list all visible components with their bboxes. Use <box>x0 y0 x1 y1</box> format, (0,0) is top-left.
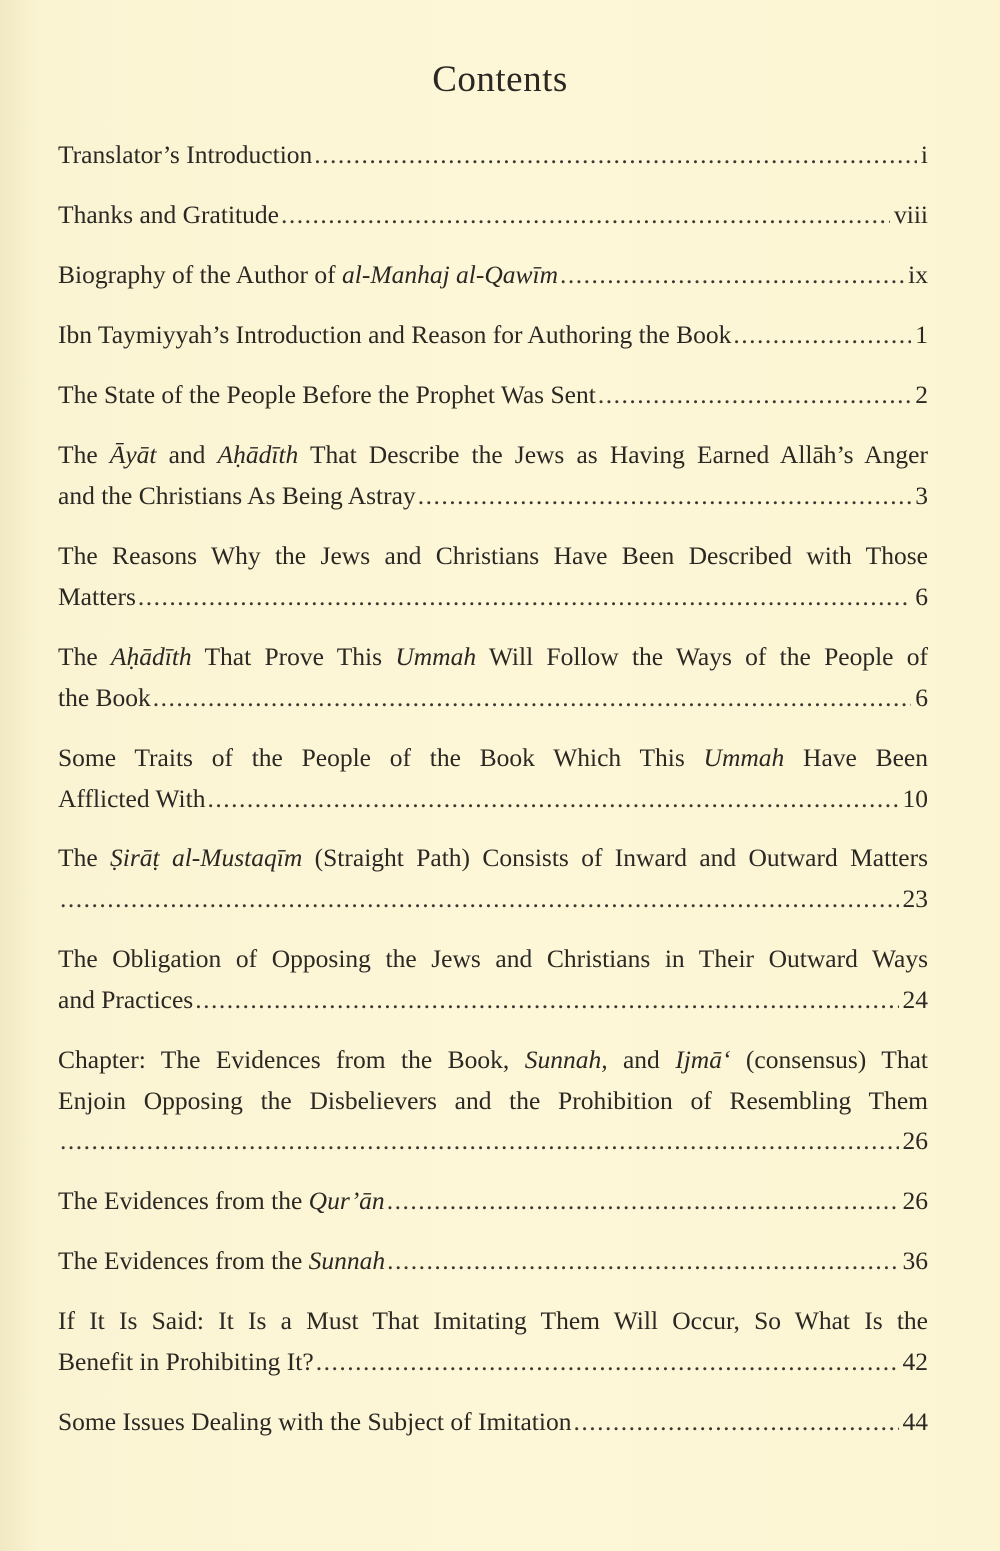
toc-entry-evidences-sunnah[interactable] <box>58 1241 928 1282</box>
toc-entry-title: Benefit in Prohibiting It? <box>58 1346 314 1376</box>
toc-entry-thanks-and-gratitude[interactable] <box>58 195 928 236</box>
toc-entry-title: Afflicted With <box>58 783 206 813</box>
toc-entry-title-line: The Reasons Why the Jews and Christians Have Been Described with Those <box>58 541 928 570</box>
toc-page-number: ix <box>908 260 928 289</box>
toc-entry-some-traits[interactable] <box>58 738 928 819</box>
toc-entry-ahadith-that-prove[interactable] <box>58 637 928 718</box>
toc-entry-title-line: If It Is Said: It Is a Must That Imitating Them Will Occur, So What Is the <box>58 1306 928 1335</box>
toc-page-number: 1 <box>915 320 928 349</box>
toc-entry-sirat-al-mustaqim[interactable] <box>58 838 928 919</box>
toc-entry-title: Biography of the Author of al-Manhaj al-Qawīm <box>58 260 559 289</box>
toc-page-number: 10 <box>902 783 928 813</box>
toc-entry-if-it-is-said[interactable] <box>58 1301 928 1382</box>
toc-page-number: 3 <box>915 480 928 510</box>
page-title: Contents <box>432 59 568 100</box>
toc-entry-title: Matters <box>58 581 136 611</box>
toc-entry-evidences-quran[interactable] <box>58 1181 928 1222</box>
dot-leader <box>207 779 898 820</box>
toc-entry-state-of-people[interactable] <box>58 375 928 416</box>
toc-entry-title: Ibn Taymiyyah’s Introduction and Reason for Authoring the Book <box>58 320 732 349</box>
toc-page-number: 42 <box>902 1346 928 1376</box>
toc-entry-title: the Book <box>58 682 151 712</box>
toc-page-number: i <box>920 140 928 169</box>
dot-leader <box>314 135 917 176</box>
toc-page-number: 26 <box>902 1126 928 1155</box>
dot-leader <box>598 375 911 416</box>
toc-entry-some-issues[interactable] <box>58 1402 928 1443</box>
dot-leader <box>573 1402 898 1443</box>
toc-page-number: 24 <box>902 984 928 1014</box>
dot-leader <box>387 1181 899 1222</box>
toc-entry-title-line: Enjoin Opposing the Disbelievers and the Prohibition of Resembling Them <box>58 1085 928 1115</box>
dot-leader <box>60 1121 899 1162</box>
dot-leader <box>281 195 890 236</box>
toc-entry-title: The Evidences from the Qur’ān <box>58 1186 385 1215</box>
dot-leader <box>387 1241 898 1282</box>
toc-page-number: 6 <box>915 682 928 712</box>
toc-entry-title-line: The Āyāt and Aḥādīth That Describe the Jews as Having Earned Allāh’s Anger <box>58 440 928 469</box>
toc-entry-ayat-and-ahadith[interactable] <box>58 435 928 516</box>
dot-leader <box>316 1342 899 1383</box>
toc-entry-title: The Evidences from the Sunnah <box>58 1246 386 1275</box>
toc-entry-title: The State of the People Before the Prophet Was Sent <box>58 380 596 409</box>
toc-entry-title: Some Issues Dealing with the Subject of Imitation <box>58 1407 572 1436</box>
toc-entry-title-line: The Obligation of Opposing the Jews and Christians in Their Outward Ways <box>58 944 928 973</box>
toc-entry-obligation-of-opposing[interactable] <box>58 939 928 1020</box>
toc-entry-title-line: Some Traits of the People of the Book Which This Ummah Have Been <box>58 743 928 772</box>
dot-leader <box>418 476 912 517</box>
toc-entry-title: and the Christians As Being Astray <box>58 480 416 510</box>
toc-entry-title-line: The Aḥādīth That Prove This Ummah Will Follow the Ways of the People of <box>58 642 928 671</box>
toc-entry-title: Translator’s Introduction <box>58 140 313 169</box>
toc-entry-biography-of-author[interactable] <box>58 255 928 296</box>
toc-page-number: 44 <box>902 1407 928 1436</box>
toc-page-number: 36 <box>902 1246 928 1275</box>
toc-entry-title-line: The Ṣirāṭ al-Mustaqīm (Straight Path) Consists of Inward and Outward Matters <box>58 843 928 872</box>
toc-entry-translators-introduction[interactable] <box>58 135 928 176</box>
toc-entry-title-line: Chapter: The Evidences from the Book, Sunnah, and Ijmā‘ (consensus) That <box>58 1045 928 1074</box>
toc-page-number: 2 <box>915 380 928 409</box>
dot-leader <box>733 315 911 356</box>
toc-entry-chapter-evidences[interactable] <box>58 1040 928 1162</box>
dot-leader <box>560 255 904 296</box>
toc-entry-ibn-taymiyyah-introduction[interactable] <box>58 315 928 356</box>
toc-entry-reasons-why[interactable] <box>58 536 928 617</box>
dot-leader <box>195 980 898 1021</box>
toc-page-number: 23 <box>902 883 928 913</box>
toc-page-number: 6 <box>915 581 928 611</box>
toc-entry-title: Thanks and Gratitude <box>58 200 279 229</box>
dot-leader <box>153 678 911 719</box>
dot-leader <box>138 577 911 618</box>
toc-entry-title: and Practices <box>58 984 194 1014</box>
dot-leader <box>60 879 899 920</box>
toc-page-number: 26 <box>902 1186 928 1215</box>
toc-page-number: viii <box>893 200 928 229</box>
